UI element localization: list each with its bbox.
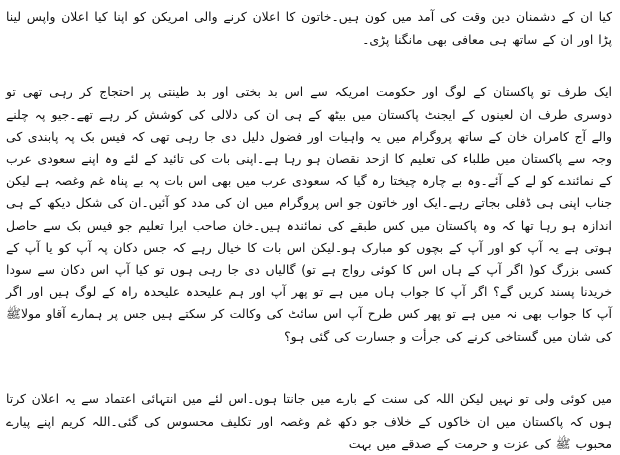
article-paragraph: میں کوئی ولی تو نہیں لیکن اللہ کی سنت کے بارے میں جانتا ہوں۔اس لئے میں انتہائی اعتماد سے یہ اعلان کرتا ہوں کہ پاکستان میں ان خاکوں کے خلاف جو دکھ غم وغصہ اور تکلیف محسوس کی گئی۔اللہ کریم اپنے پیارے محبوب ﷺ کی عزت و حرمت کے صدقے میں بہت: [6, 391, 612, 451]
article-paragraph: ایک طرف تو پاکستان کے لوگ اور حکومت امریکہ سے اس بد بختی اور بد طینتی پر احتجاج کر رہی تھی تو دوسری طرف ان لعینوں کے ایجنٹ پاکستان میں بیٹھ کے ہی ان کی دلالی کی کوشش کر رہے تھے۔جیو پہ چلنے والے آج کامران خان کے ساتھ پروگرام میں یہ واہیات اور فضول دلیل دی جا رہی تھی کہ فیس بک پہ پابندی کی وجہ سے پاکستان میں طلباء کی تعلیم کا ازحد نقصان ہو رہا ہے۔اپنی بات کی تائید کے لئے وہ اپنے سعودی عرب کے نمائندے کو لے کے آئے۔وہ بے چارہ چیختا رہ گیا کہ سعودی عرب میں بھی اس بات پہ بے پناہ غم وغصہ ہے لیکن جناب اپنی ہی ڈفلی بجاتے رہے۔ایک اور خاتون جو اس پروگرام میں ان کی مدد کو آئیں۔ان کی شکل دیکھ کے ہی اندازہ ہو رہا تھا کہ وہ پاکستان میں کس طبقے کی نمائندہ ہیں۔خان صاحب ایرا تعلیم جو فیس بک سے حاصل ہوتی ہے یہ آپ کو اور آپ کے بچوں کو مبارک ہو۔لیکن اس بات کا خیال رہے کہ جس دکان پہ آپ کو یا آپ کے کسی بزرگ کو( اگر آپ کے ہاں اس کا کوئی رواج ہے تو) گالیاں دی جا رہی ہوں تو کیا آپ اس دکان سے سودا خریدنا پسند کریں گے؟ اگر آپ کا جواب ہاں میں ہے تو پھر آپ اور ہم علیحدہ علیحدہ راہ کے لوگ ہیں اور اگر آپ کا جواب بھی نہ میں ہے تو پھر کس طرح آپ اس سائٹ کی وکالت کر سکتے ہیں جس پر ہمارے آقاو مولاﷺ کی شان میں گستاخی کرنے کی جرأت و جسارت کی گئی ہو؟: [6, 84, 612, 344]
article-paragraph: کیا ان کے دشمنان دین وقت کی آمد میں کون ہیں۔خاتون کا اعلان کرنے والی امریکن کو اپنا کیا اعلان واپس لینا پڑا اور ان کے ساتھ ہی معافی بھی مانگنا پڑی۔: [6, 9, 612, 47]
